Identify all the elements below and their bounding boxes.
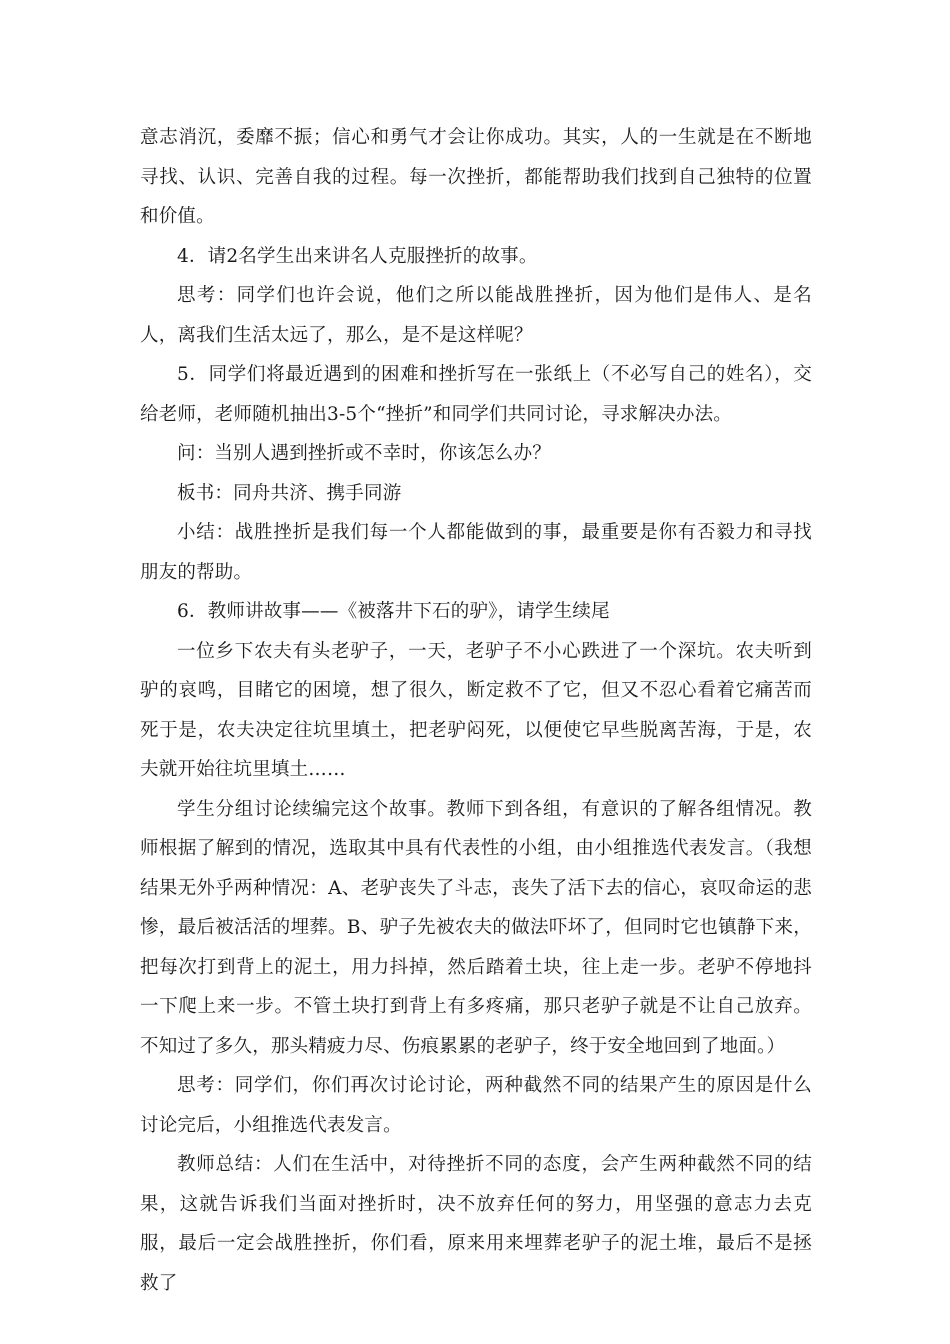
paragraph-summary: 小结：战胜挫折是我们每一个人都能做到的事，最重要是你有否毅力和寻找朋友的帮助。 <box>140 522 812 583</box>
paragraph-question: 问：当别人遇到挫折或不幸时，你该怎么办？ <box>177 443 552 464</box>
paragraph-group-discussion: 学生分组讨论续编完这个故事。教师下到各组，有意识的了解各组情况。教师根据了解到的情况，选取其中具有代表性的小组，由小组推选代表发言。（我想结果无外乎两种情况：A、老驴丧失了斗志，丧失了活下去的信心，哀叹命运的悲惨，最后被活活的埋葬。B、驴子先被农夫的做法吓坏了，但同时它也镇静下来，把每次打到背上的泥土，用力抖掉，然后踏着土块，往上走一步。老驴不停地抖一下爬上来一步。不管土块打到背上有多疼痛，那只老驴子就是不让自己放弃。不知过了多久，那头精疲力尽、伤痕累累的老驴子，终于安全地回到了地面。） <box>140 798 812 1057</box>
paragraph-teacher-conclusion: 教师总结：人们在生活中，对待挫折不同的态度，会产生两种截然不同的结果，这就告诉我们当面对挫折时，决不放弃任何的努力，用坚强的意志力去克服，最后一定会战胜挫折，你们看，原来用来埋葬老驴子的泥土堆，最后不是拯救了 <box>140 1154 812 1294</box>
paragraph-intro-continuation: 意志消沉，委靡不振；信心和勇气才会让你成功。其实，人的一生就是在不断地寻找、认识、完善自我的过程。每一次挫折，都能帮助我们找到自己独特的位置和价值。 <box>140 127 812 227</box>
document-body <box>140 118 812 1303</box>
paragraph-item-5: 5．同学们将最近遇到的困难和挫折写在一张纸上（不必写自己的姓名），交给老师，老师随机抽出3-5个“挫折”和同学们共同讨论，寻求解决办法。 <box>140 364 812 425</box>
paragraph-thinking-1: 思考：同学们也许会说，他们之所以能战胜挫折，因为他们是伟人、是名人，离我们生活太远了，那么，是不是这样呢？ <box>140 285 812 346</box>
paragraph-item-4: 4．请2名学生出来讲名人克服挫折的故事。 <box>177 245 538 267</box>
paragraph-story: 一位乡下农夫有头老驴子，一天，老驴子不小心跌进了一个深坑。农夫听到驴的哀鸣，目睹它的困境，想了很久，断定救不了它，但又不忍心看着它痛苦而死于是，农夫决定往坑里填土，把老驴闷死，以便使它早些脱离苦海，于是，农夫就开始往坑里填土…… <box>140 640 812 780</box>
paragraph-blackboard: 板书：同舟共济、携手同游 <box>177 482 402 504</box>
paragraph-thinking-2: 思考：同学们，你们再次讨论讨论，两种截然不同的结果产生的原因是什么讨论完后，小组推选代表发言。 <box>140 1075 812 1136</box>
paragraph-item-6: 6．教师讲故事——《被落井下石的驴》，请学生续尾 <box>177 601 610 622</box>
